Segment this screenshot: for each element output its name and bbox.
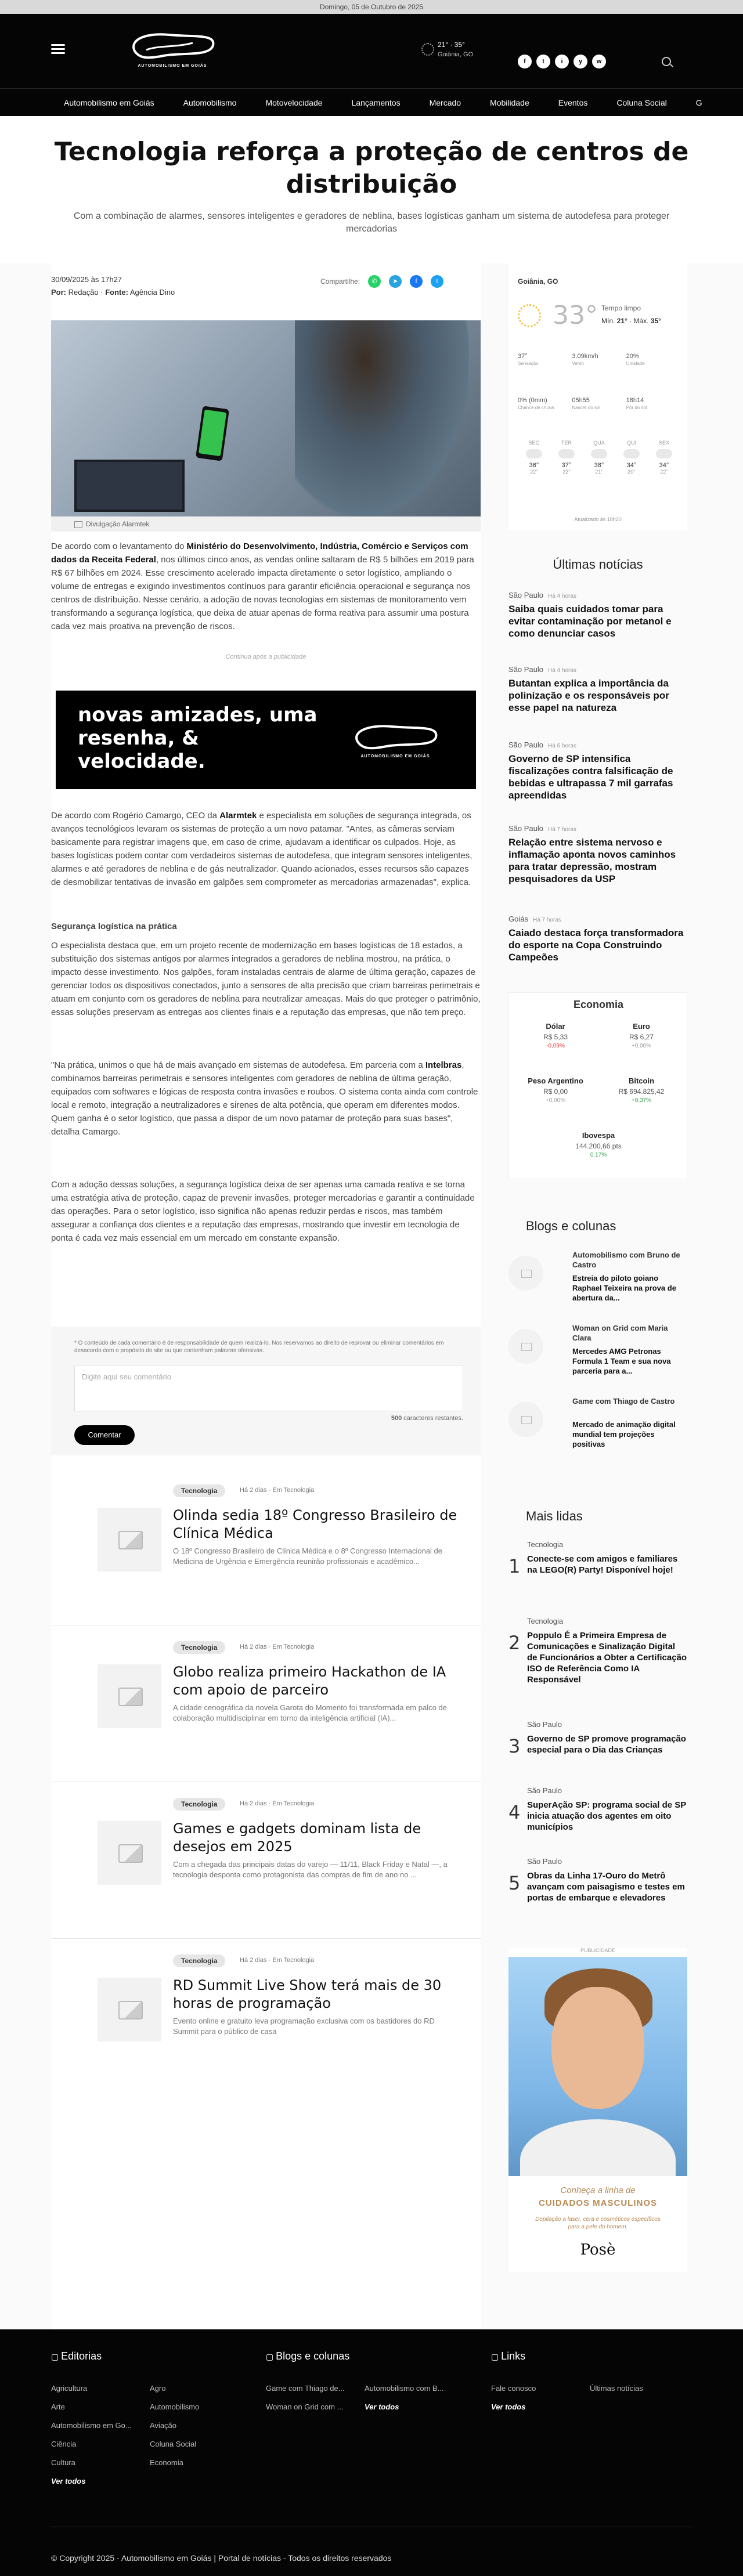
weather-stat [518,397,572,410]
forecast-day [583,440,615,475]
category-tag[interactable]: Tecnologia [173,1954,225,1967]
char-count-label: caracteres restantes. [403,1415,463,1422]
news-title[interactable]: Relação entre sistema nervoso e inflamação aponta novos caminhos para tratar depressão, mostram pesquisadores da USP [508,837,676,884]
news-title[interactable]: Governo de SP intensifica fiscalizações contra falsificação de bebidas e ultrapassa 7 mil garrafas apreendidas [508,753,673,801]
latest-news-item[interactable] [508,824,687,885]
news-ago: Há 7 horas [548,826,576,833]
forecast-max: 37° [561,462,572,469]
telegram-share-icon[interactable]: ➤ [389,275,402,288]
face-shape [551,1987,644,2109]
footer-link[interactable]: Woman on Grid com ... [266,2402,344,2411]
latest-news-item[interactable] [508,665,687,714]
section-heading: Segurança logística na prática [51,922,177,931]
p2-b: Alarmtek [219,811,257,821]
most-read-headline[interactable]: Conecte-se com amigos e familiares na LEGO(R) Party! Disponível hoje! [527,1554,678,1575]
footer-link[interactable]: Agricultura [51,2384,88,2393]
comment-textarea[interactable]: Digite aqui seu comentário [74,1365,463,1411]
twitter-share-icon[interactable]: t [431,275,443,288]
comment-form [51,1327,481,1455]
forecast-min: 22° [530,469,538,475]
weather-updated: Atualizado às 18h20 [574,516,622,522]
news-ago: Há 4 horas [548,593,576,599]
p4-a: "Na prática, unimos o que há de mais avançado em sistemas de autodefesa. Em parceria com a [51,1060,425,1070]
most-read-item[interactable] [508,1720,687,1755]
header-weather [421,39,491,63]
ad-label: Continua após a publicidade [225,653,306,660]
currency-name: Bitcoin [628,1076,655,1085]
banner-text: novas amizades, uma resenha, & velocidade. [78,703,318,773]
blog-item[interactable] [508,1317,687,1381]
hamburger-menu-icon[interactable] [51,44,65,55]
card-desc: A cidade cenográfica da novela Garota do Momento foi transformada em palco de colaboração multidisciplinar em torno da inteligência artificial (IA)... [173,1703,447,1722]
nav-item[interactable]: Eventos [558,97,588,107]
news-location: Goiás [508,915,528,923]
weather-state: Tempo limpo [601,304,641,312]
stat-label: Vento [572,361,584,366]
category-tag[interactable]: Tecnologia [173,1798,225,1811]
news-ago: Há 4 horas [548,667,576,674]
author: Redação [68,288,99,297]
economy-title: Economia [573,999,624,1010]
footer-link[interactable]: Arte [51,2402,65,2411]
ad-model-photo [508,1957,687,2176]
footer-heading: ▢ Links [491,2350,525,2362]
most-read-item[interactable] [508,1540,687,1576]
most-read-item[interactable] [508,1617,687,1685]
blog-post[interactable]: Mercado de animação digital mundial tem projeções positivas [572,1420,676,1448]
sun-icon [421,43,434,56]
ad-line-3: Depilação a laser, cera e cosméticos específicos para a pele do homem. [535,2216,661,2230]
stat-label: Chance de chuva [518,405,554,410]
related-card[interactable] [98,1954,457,2094]
category-tag[interactable]: Tecnologia [173,1484,225,1497]
twitter-icon[interactable]: t [536,55,550,68]
footer-link[interactable]: Automobilismo com B... [365,2384,444,2393]
most-read-rank: 3 [508,1735,521,1757]
blog-item[interactable] [508,1390,687,1454]
see-all-label: Ver todos [365,2402,399,2411]
social-links [518,55,606,68]
sidebar-ad[interactable] [508,1948,687,2272]
footer-blogs [266,2350,349,2375]
shirt-shape [520,2119,676,2176]
stat-label: Sensação [518,361,539,366]
by-label: Por: [51,288,66,297]
person-illustration [295,320,469,516]
article-photo [51,320,481,516]
news-meta [508,824,687,833]
forecast-min: 20° [627,469,636,475]
footer-link[interactable]: Fale conosco [491,2384,536,2393]
currency-value: R$ 6,27 [629,1033,654,1041]
news-title[interactable]: Caiado destaca força transformadora do esporte na Copa Construindo Campeões [508,927,684,963]
news-meta [508,915,687,923]
share-label: Compartilhe: [320,277,360,286]
ad-banner[interactable] [56,691,476,789]
site-footer [0,2329,743,2576]
footer-see-all[interactable] [491,2402,525,2411]
image-placeholder-icon [98,1664,161,1728]
max-label: Máx. [633,317,649,325]
header-weather-temp: 21° · 35° [438,41,465,49]
footer-link[interactable]: Automobilismo [150,2402,200,2411]
footer-heading: ▢ Blogs e colunas [266,2350,349,2362]
source: Agência Dino [129,288,175,297]
footer-heading: ▢ Editorias [51,2350,102,2362]
currency-euro [601,1022,682,1060]
comment-button[interactable]: Comentar [74,1425,135,1445]
news-location: São Paulo [508,665,543,674]
ad-line-1: Conheça a linha de [560,2185,636,2195]
forecast-weekday: QUA [593,440,605,446]
weather-stat [518,353,572,366]
stat-value: 20% [626,353,639,360]
footer-link[interactable]: Últimas notícias [590,2384,643,2393]
card-ago: Há 2 dias [240,1800,267,1807]
related-card[interactable] [98,1641,457,1780]
min-label: Mín. [601,317,615,325]
forecast-weekday: QUI [626,440,636,446]
footer-link[interactable]: Agro [150,2384,166,2393]
related-card[interactable] [98,1484,457,1624]
card-title[interactable]: Games e gadgets dominam lista de desejos em 2025 [173,1820,421,1855]
article-byline: Por: Redação · Fonte: Agência Dino [51,288,175,297]
header-weather-city: Goiânia, GO [438,51,474,58]
image-placeholder-icon [98,1508,161,1571]
nav-item[interactable]: Mobilidade [490,97,529,107]
nav-item[interactable]: Lançamentos [351,97,401,107]
card-meta: Há 2 dias · Em Tecnologia [240,1643,315,1650]
card-section: Em Tecnologia [272,1487,315,1494]
card-desc: Com a chegada das principais datas do varejo — 11/11, Black Friday e Natal —, a tecnologia desponta como protagonista das compras de fim de ano no ... [173,1860,448,1879]
latest-news-item[interactable] [508,591,687,640]
card-section: Em Tecnologia [272,1800,315,1807]
card-desc: O 18º Congresso Brasileiro de Clínica Médica e o 8º Congresso Internacional de Medicina de Urgência e Emergência reunirão profissionais e acadêmico... [173,1547,443,1566]
related-card[interactable] [98,1798,457,1937]
most-read-category: São Paulo [527,1786,562,1795]
article-paragraph-5: Com a adoção dessas soluções, a segurança logística deixa de ser apenas uma camada reativa e se torna uma estratégia ativa de proteção, capaz de prevenir invasões, proteger mercadorias e garantir a continuidade das operações. Para o setor logístico, isso significa não apenas reduzir perdas e riscos, mas também assegurar a confiança dos clientes e a reputação das empresas, mostrando que investir em tecnologia de ponta é cada vez mais essencial em um mercado em constante expansão. [51,1180,475,1243]
ad-label: PUBLICIDADE [580,1948,616,1953]
latest-news-item[interactable] [508,915,687,963]
weather-forecast [518,440,680,475]
race-track-logo-icon [346,720,445,752]
footer-editorias [51,2350,102,2375]
most-read-category: São Paulo [527,1720,562,1729]
p1-b: Ministério do Desenvolvimento, Indústria, Comércio e Serviços com dados da Receita Federal [51,541,468,565]
news-meta [508,740,687,749]
most-read-item[interactable] [508,1786,687,1833]
max-temp: 35° [650,317,662,325]
whatsapp-share-icon[interactable]: ✆ [368,275,381,288]
latest-news-item[interactable] [508,740,687,801]
weather-widget [508,263,687,530]
weather-stat [572,397,626,410]
nav-item[interactable]: Automobilismo em Goiás [64,97,154,107]
currency-bitcoin [601,1076,682,1115]
card-title[interactable]: Olinda sedia 18º Congresso Brasileiro de Clínica Médica [173,1507,457,1541]
footer-see-all[interactable] [365,2402,399,2411]
comment-notice: * O conteúdo de cada comentário é de responsabilidade de quem realizá-lo. Nos reservamos ao direito de reprovar ou eliminar comentários em desacordo com o propósito do site ou que contenham palavras ofensivas. [74,1340,444,1354]
news-location: São Paulo [508,740,543,749]
see-all-label: Ver todos [491,2402,526,2411]
footer-link[interactable]: Economia [150,2458,183,2467]
weather-stat [626,353,680,366]
article-paragraph-3: O especialista destaca que, em um projeto recente de modernização em bases logísticas de 18 estados, a substituição dos sistemas antigos por alarmes integrados a geradores de neblina mostrou, na prática, o impacto desse investimento. Nos galpões, foram instaladas centrais de alarme de última geração, capazes de gerenciar todos os dispositivos conectados, junto a sensores de alta precisão que criam barreiras perimetrais e atuam em conjunto com os geradores de neblina para neutralizar ameaças. Mais do que proteger o patrimônio, essas soluções preservam as entregas aos clientes finais e a reputação das empresas, que não tem preço. [51,941,481,1017]
stat-value: 05h55 [572,397,590,404]
weather-minmax: Mín. 21° · Máx. 35° [601,317,662,325]
forecast-day [518,440,550,475]
currency-value: 144.200,66 pts [575,1142,622,1150]
stat-value: 0% (0mm) [518,397,547,404]
most-read-category: Tecnologia [527,1540,564,1549]
footer-links [491,2350,525,2375]
card-meta: Há 2 dias · Em Tecnologia [240,1487,315,1494]
category-tag[interactable]: Tecnologia [173,1641,225,1654]
footer-link[interactable]: Coluna Social [150,2440,197,2448]
news-title[interactable]: Saiba quais cuidados tomar para evitar contaminação por metanol e como denunciar casos [508,604,672,639]
most-read-rank: 5 [508,1872,521,1894]
currency-value: R$ 5,33 [543,1033,568,1041]
site-logo[interactable] [123,28,222,77]
phone-illustration [196,406,229,461]
share-bar [320,275,443,288]
card-section: Em Tecnologia [272,1957,315,1964]
most-read-headline[interactable]: SuperAção SP: programa social de SP inicia atuação dos agentes em oito municípios [527,1800,686,1832]
main-nav [0,88,743,116]
blog-name[interactable]: Game com Thiago de Castro [572,1397,675,1406]
index-ibovespa [558,1131,639,1169]
most-read-headline[interactable]: Poppulo É a Primeira Empresa de Comunicações e Sinalização Digital de Funcionários a Obter a Certificação ISO de Referência Como IA Responsável [527,1631,687,1685]
avatar-placeholder-icon [508,1402,543,1437]
currency-dolar [515,1022,596,1060]
stat-value: 3.09km/h [572,353,598,360]
currency-name: Euro [633,1022,650,1031]
sun-icon [518,304,541,327]
article-paragraph-2 [51,809,481,889]
card-section: Em Tecnologia [272,1643,315,1650]
avatar-placeholder-icon [508,1329,543,1364]
card-ago: Há 2 dias [240,1957,267,1964]
forecast-min: 22° [660,469,668,475]
most-read-rank: 4 [508,1801,521,1823]
article-date: 30/09/2025 às 17h27 [51,275,122,284]
news-location: São Paulo [508,591,543,599]
most-read-item[interactable] [508,1857,687,1903]
weather-row-2 [518,397,680,410]
avatar-placeholder-icon [508,1256,543,1291]
youtube-icon[interactable]: y [574,55,587,68]
economy-widget [508,992,687,1179]
news-ago: Há 6 horas [548,743,576,749]
stat-value: 18h14 [626,397,644,404]
forecast-min: 22° [562,469,571,475]
weather-stat [626,397,680,410]
card-title[interactable]: Globo realiza primeiro Hackathon de IA com apoio de parceiro [173,1664,446,1698]
latest-news-title: Últimas notícias [553,557,643,572]
blog-name[interactable]: Woman on Grid com Maria Clara [572,1324,668,1342]
most-read-rank: 2 [508,1632,521,1654]
article-hero [0,116,743,236]
footer-link[interactable]: Automobilismo em Go... [51,2421,132,2430]
stat-label: Umidade [626,361,645,366]
currency-change: -0,09% [546,1043,565,1049]
forecast-weekday: SEG [528,440,540,446]
nav-item[interactable]: Mercado [429,97,461,107]
weather-row-1 [518,353,680,366]
nav-item[interactable]: Coluna Social [616,97,667,107]
blog-item[interactable] [508,1244,687,1308]
card-ago: Há 2 dias [240,1643,267,1650]
most-read-headline[interactable]: Governo de SP promove programação especial para o Dia das Crianças [527,1734,686,1755]
content-area [0,263,743,2329]
cloud-icon [526,449,542,458]
footer-link[interactable]: Aviação [150,2421,177,2430]
cloud-icon [558,449,575,458]
facebook-share-icon[interactable]: f [410,275,423,288]
copyright: © Copyright 2025 - Automobilismo em Goiás | Portal de notícias - Todos os direitos reservados [51,2553,392,2563]
nav-item[interactable]: Motovelocidade [265,97,323,107]
article-meta [51,275,481,304]
top-date-bar [0,0,743,14]
site-header [0,14,743,88]
footer-link[interactable]: Ciência [51,2440,77,2448]
banner-logo-text: AUTOMOBILISMO EM GOIÁS [360,754,430,758]
blog-name[interactable]: Automobilismo com Bruno de Castro [572,1251,680,1269]
article-subtitle: Com a combinação de alarmes, sensores inteligentes e geradores de neblina, bases logísticas ganham um sistema de autodefesa para proteger mercadorias [73,211,670,234]
instagram-icon[interactable]: i [555,55,569,68]
ad-brand: Posè [580,2241,616,2259]
stat-label: Pôr do sol [626,405,647,410]
news-meta [508,665,687,674]
currency-peso [515,1076,596,1115]
image-placeholder-icon [98,1821,161,1885]
card-ago: Há 2 dias [240,1487,267,1494]
currency-name: Peso Argentino [528,1076,583,1085]
article-column [51,263,481,2329]
p1-c: , nos últimos cinco anos, as vendas online saltaram de R$ 5 bilhões em 2019 para R$ 67 bilhões em 2024. Esse crescimento acelerado impacta diretamente o setor logístico, ampliando o volume de entregas e exigindo investimentos contínuos para garantir eficiência operacional e segurança nos centros de distribuição. Nesse cenário, a adoção de novas tecnologias em sistemas de monitoramento vem transformando a segurança logística, que deixa de atuar apenas de forma reativa para assumir uma postura cada vez mais proativa na prevenção de riscos. [51,555,474,631]
footer-link[interactable]: Cultura [51,2458,75,2467]
blog-post[interactable]: Mercedes AMG Petronas Formula 1 Team e sua nova parceria para a... [572,1347,671,1375]
currency-change: 0.17% [590,1152,607,1158]
card-desc: Evento online e gratuito leva programação exclusiva com os bastidores do RD Summit para o público de casa [173,2017,435,2036]
image-placeholder-icon [98,1978,161,2042]
forecast-day [550,440,583,475]
race-track-logo-icon [123,28,222,63]
footer-see-all[interactable] [51,2477,85,2485]
article-paragraph-4 [51,1058,481,1139]
forecast-max: 38° [594,462,604,469]
news-title[interactable]: Butantan explica a importância da polinização e os responsáveis por esse papel na natureza [508,678,669,713]
currency-change: +0,37% [631,1097,652,1104]
facebook-icon[interactable]: f [518,55,532,68]
forecast-weekday: TER [561,440,572,446]
forecast-max: 34° [626,462,637,469]
card-meta: Há 2 dias · Em Tecnologia [240,1957,315,1964]
currency-name: Ibovespa [582,1131,615,1140]
cloud-icon [656,449,672,458]
card-title[interactable]: RD Summit Live Show terá mais de 30 horas de programação [173,1977,442,2011]
p4-b: Intelbras [425,1060,462,1070]
most-read-rank: 1 [508,1555,521,1577]
min-temp: 21° [616,317,627,325]
search-icon[interactable] [662,57,671,66]
source-label: Fonte: [105,288,128,297]
cloud-icon [623,449,640,458]
weather-stat [572,353,626,366]
p2-c: e especialista em soluções de segurança integrada, os avanços tecnológicos levaram os sistemas de proteção a um novo patamar. "Antes, as câmeras serviam basicamente para registrar imagens que, em caso de crime, ajudavam a identificar os culpados. Hoje, as bases logísticas podem contar com verdadeiros sistemas de autodefesa, que integram sensores inteligentes, alarmes e até geradores de neblina e de gás neutralizador. Quando acionados, esses recursos são capazes de desmobilizar tentativas de invasão em galpões sem comprometer as mercadorias armazenadas", explica. [51,811,473,887]
forecast-max: 36° [529,462,539,469]
laptop-illustration [74,460,185,512]
forecast-weekday: SEX [658,440,669,446]
logo-text: AUTOMOBILISMO EM GOIÁS [138,64,207,68]
see-all-label: Ver todos [51,2477,86,2485]
currency-name: Dólar [546,1022,565,1031]
stat-value: 37° [518,353,528,360]
currency-change: +0,00% [631,1043,652,1049]
most-read-title: Mais lidas [526,1509,583,1523]
most-read-headline[interactable]: Obras da Linha 17-Ouro do Metrô avançam com paisagismo e testes em portas de embarque e elevadores [527,1871,685,1903]
blog-post[interactable]: Estreia do piloto goiano Raphael Teixeira na prova de abertura da... [572,1274,676,1302]
currency-change: +0,00% [545,1097,566,1104]
char-counter [74,1415,463,1422]
news-ago: Há 7 horas [532,917,561,923]
most-read-category: Tecnologia [527,1617,564,1625]
article-paragraph-1 [51,540,481,633]
cloud-icon [591,449,607,458]
news-meta [508,591,687,599]
currency-value: R$ 0,00 [543,1088,568,1096]
char-count: 500 [391,1415,402,1422]
nav-item[interactable]: Automobilismo [183,97,237,107]
whatsapp-icon[interactable]: w [592,55,606,68]
nav-item[interactable]: G [695,97,702,107]
forecast-max: 34° [659,462,669,469]
page-title: Tecnologia reforça a proteção de centros de distribuição [54,137,689,199]
most-read-category: São Paulo [527,1857,562,1866]
blogs-title: Blogs e colunas [526,1219,616,1233]
p1-a: De acordo com o levantamento do [51,541,187,551]
p4-c: , combinamos barreiras perimetrais e sensores inteligentes com geradores de neblina de última geração, equipados com softwares e lógicas de resposta contra invasões e roubos. O sistema conta ainda com controle local e remoto, integração a neutralizadores e sirenes de alta potência, que operam em diferentes modos. Quem ganha é o setor logístico, que passa a dispor de um novo patamar de proteção para suas bases", detalha Camargo. [51,1060,478,1137]
news-location: São Paulo [508,824,543,833]
forecast-day [615,440,648,475]
divider [51,1938,481,1939]
weather-temp: 33° [553,301,598,330]
current-date: Domingo, 05 de Outubro de 2025 [319,3,424,11]
p2-a: De acordo com Rogério Camargo, CEO da [51,811,220,821]
forecast-min: 21° [595,469,603,475]
weather-city: Goiânia, GO [518,277,558,286]
ad-line-2: CUIDADOS MASCULINOS [538,2198,657,2208]
footer-link[interactable]: Game com Thiago de... [266,2384,345,2393]
forecast-day [648,440,680,475]
stat-label: Nascer do sol [572,405,601,410]
photo-caption: Divulgação Alarmtek [51,516,481,532]
currency-value: R$ 694.825,42 [618,1088,665,1096]
card-meta: Há 2 dias · Em Tecnologia [240,1800,315,1807]
